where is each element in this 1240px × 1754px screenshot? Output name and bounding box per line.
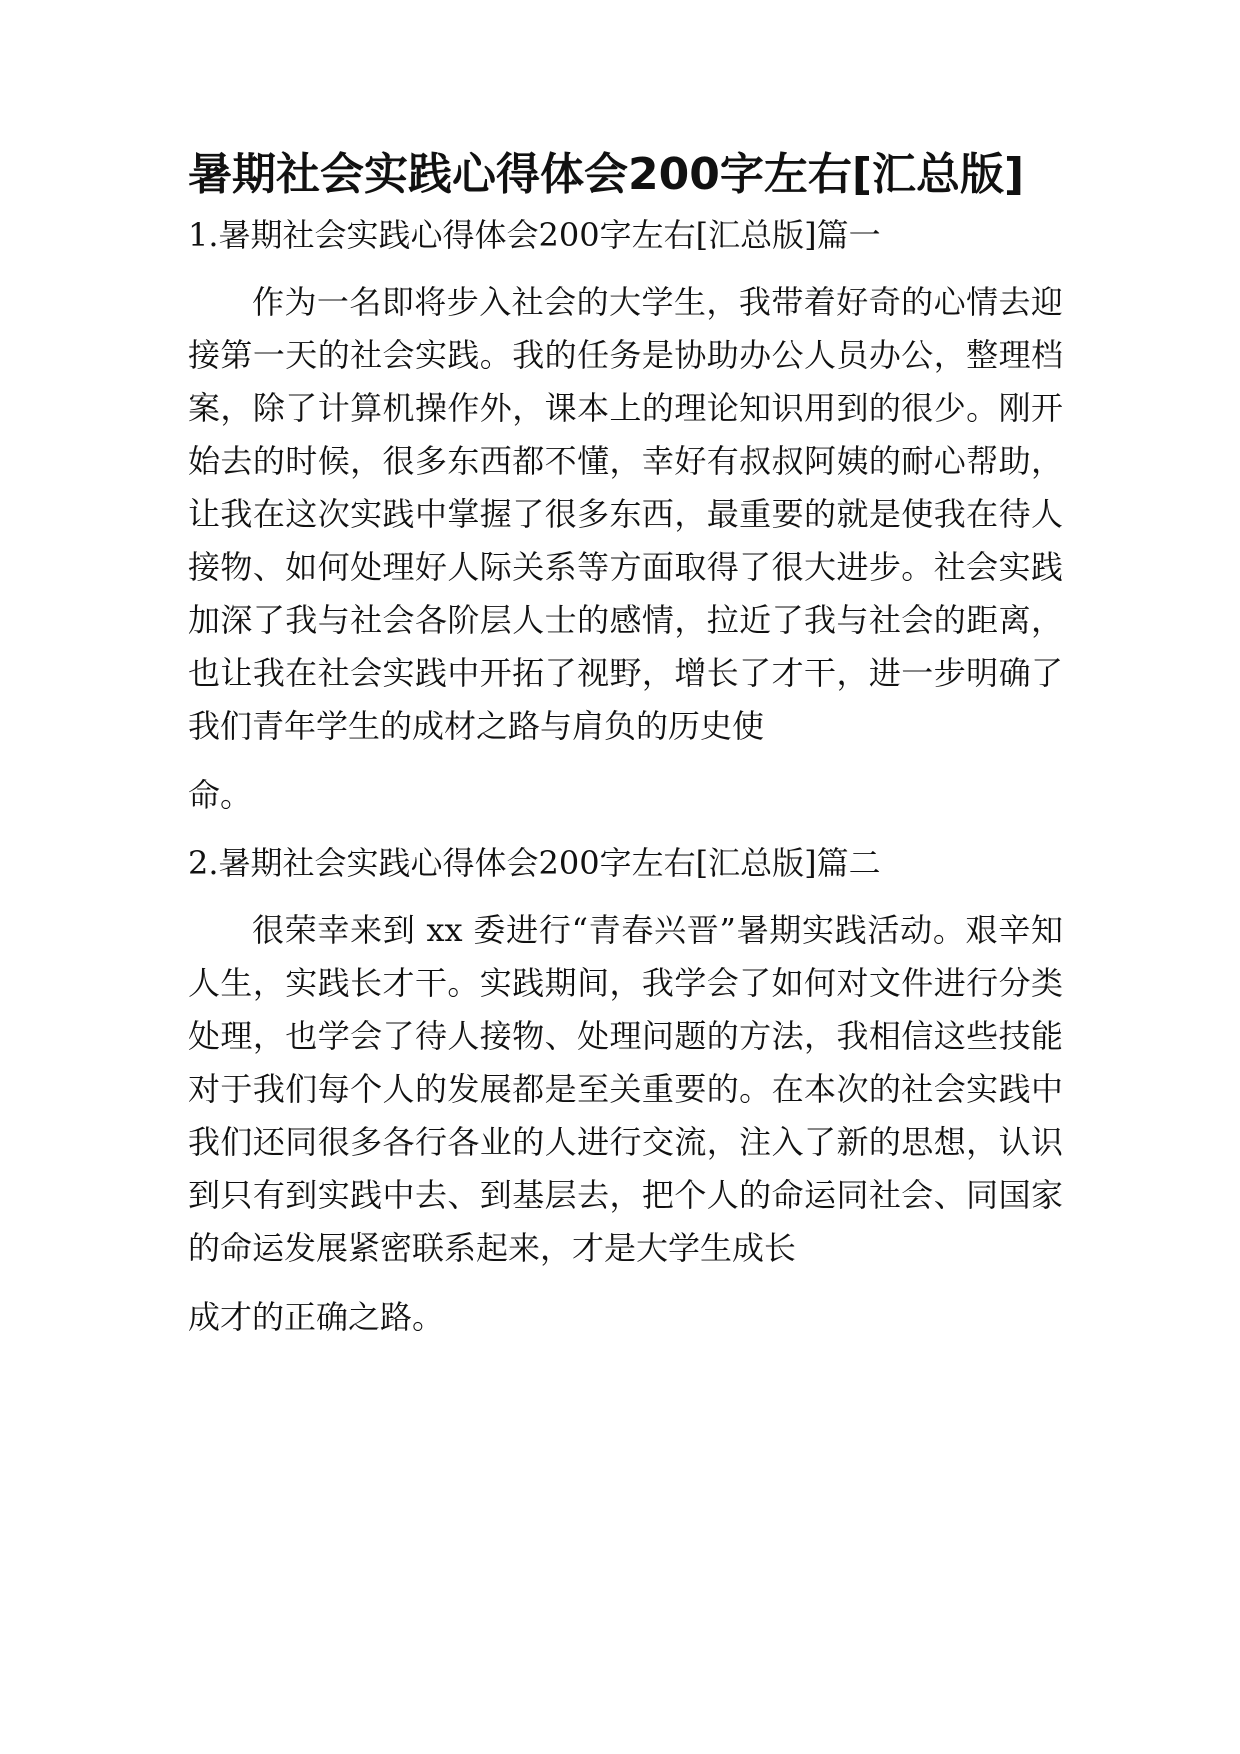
section-heading-1: 1.暑期社会实践心得体会200字左右[汇总版]篇一	[188, 216, 881, 254]
section-body-1-tail: 命。	[188, 776, 253, 814]
section-heading-2: 2.暑期社会实践心得体会200字左右[汇总版]篇二	[188, 844, 881, 882]
document-title: 暑期社会实践心得体会200字左右[汇总版]	[188, 149, 1025, 200]
document-page	[188, 140, 1063, 1344]
section-body-2	[188, 904, 1063, 1344]
section-body-2-tail: 成才的正确之路。	[188, 1298, 445, 1336]
section-body-1-text: 作为一名即将步入社会的大学生，我带着好奇的心情去迎接第一天的社会实践。我的任务是协助办公人员办公，整理档案，除了计算机操作外，课本上的理论知识用到的很少。刚开始去的时候，很多东西都不懂，幸好有叔叔阿姨的耐心帮助，让我在这次实践中掌握了很多东西，最重要的就是使我在待人接物、如何处理好人际关系等方面取得了很大进步。社会实践加深了我与社会各阶层人士的感情，拉近了我与社会的距离，也让我在社会实践中开拓了视野，增长了才干，进一步明确了我们青年学生的成材之路与肩负的历史使	[188, 283, 1063, 745]
section-body-1	[188, 276, 1063, 822]
section-body-2-text: 很荣幸来到 xx 委进行“青春兴晋”暑期实践活动。艰辛知人生，实践长才干。实践期间，我学会了如何对文件进行分类处理，也学会了待人接物、处理问题的方法，我相信这些技能对于我们每个人的发展都是至关重要的。在本次的社会实践中我们还同很多各行各业的人进行交流，注入了新的思想，认识到只有到实践中去、到基层去，把个人的命运同社会、同国家的命运发展紧密联系起来，才是大学生成长	[188, 911, 1063, 1267]
